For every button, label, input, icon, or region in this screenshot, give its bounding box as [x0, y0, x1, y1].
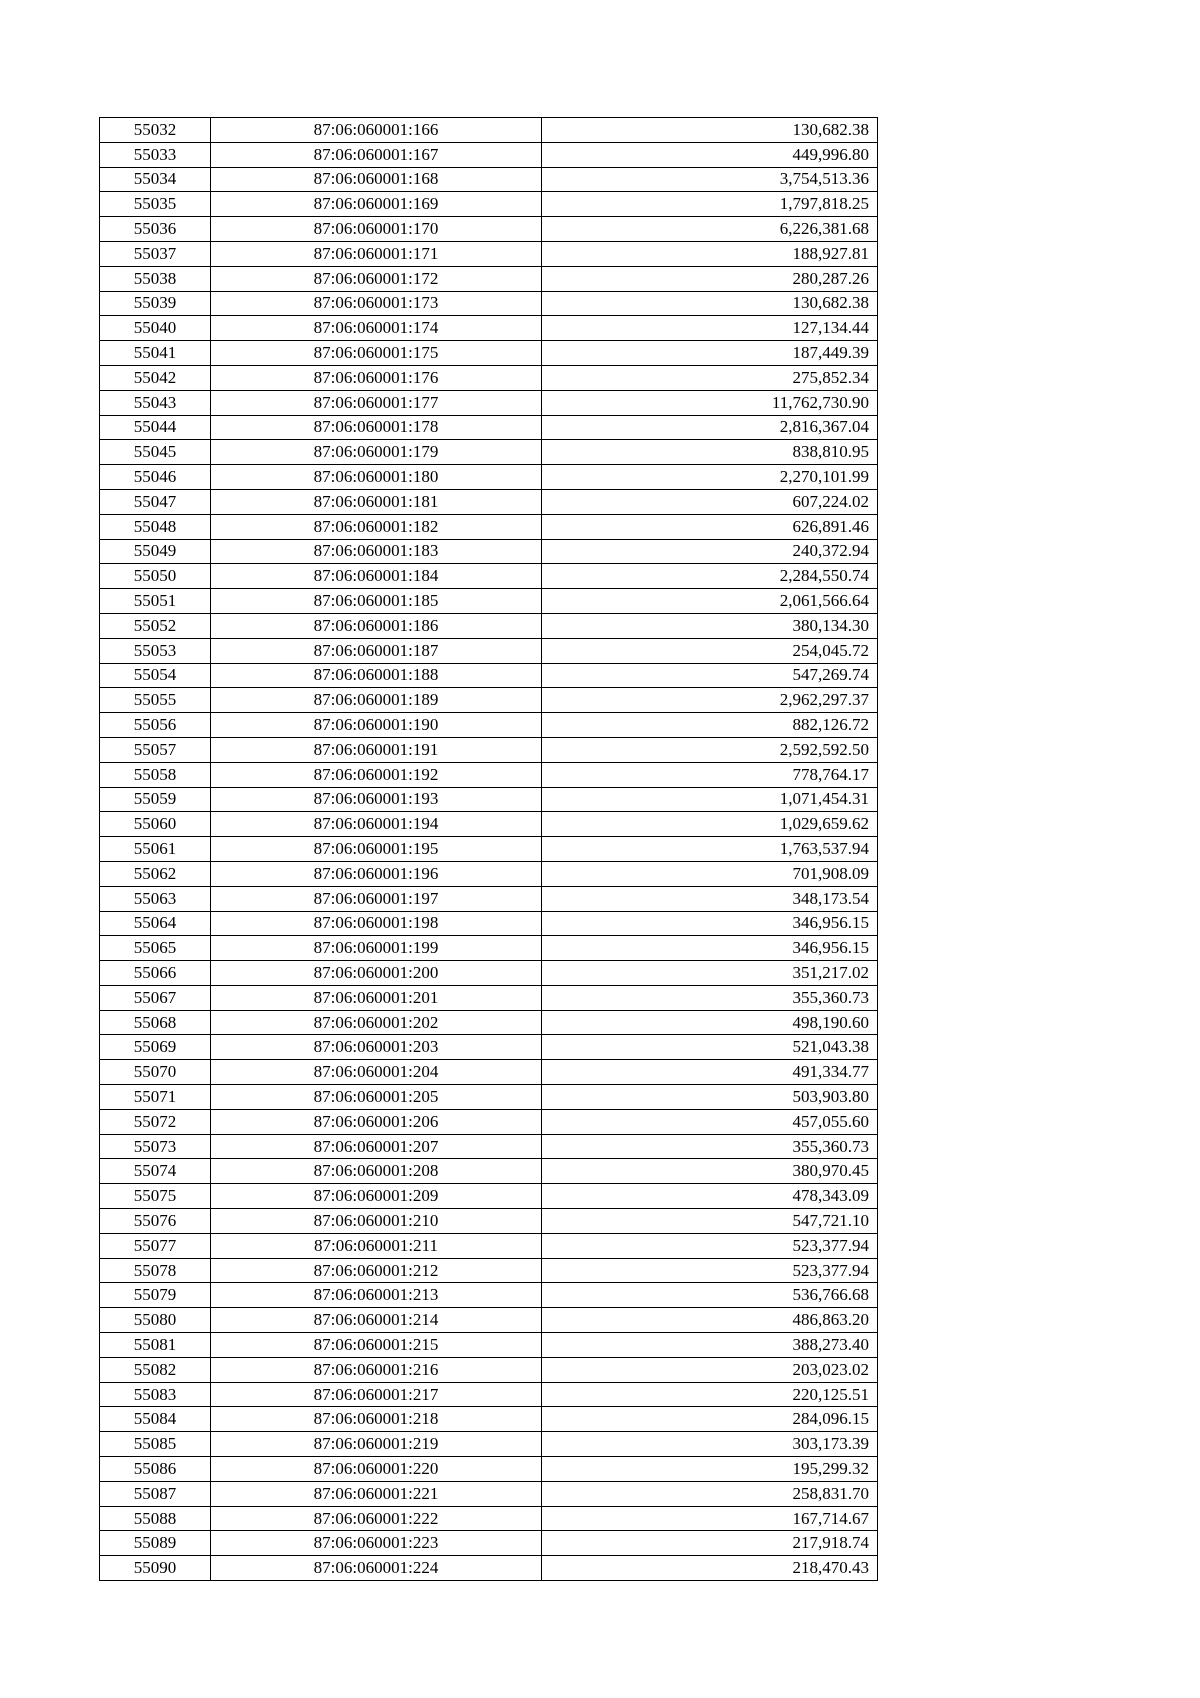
row-number-cell: 55070	[100, 1060, 211, 1085]
cadastral-number-cell: 87:06:060001:206	[211, 1109, 542, 1134]
value-cell: 2,061,566.64	[542, 589, 878, 614]
table-row	[100, 713, 878, 738]
value-cell: 203,023.02	[542, 1357, 878, 1382]
table-row	[100, 1407, 878, 1432]
value-cell: 355,360.73	[542, 1134, 878, 1159]
table-row	[100, 390, 878, 415]
cadastral-number-cell: 87:06:060001:177	[211, 390, 542, 415]
value-cell: 195,299.32	[542, 1457, 878, 1482]
cadastral-number-cell: 87:06:060001:208	[211, 1159, 542, 1184]
table-row	[100, 837, 878, 862]
cadastral-number-cell: 87:06:060001:173	[211, 291, 542, 316]
row-number-cell: 55066	[100, 961, 211, 986]
table-row	[100, 638, 878, 663]
value-cell: 523,377.94	[542, 1258, 878, 1283]
cadastral-number-cell: 87:06:060001:216	[211, 1357, 542, 1382]
table-row	[100, 316, 878, 341]
value-cell: 2,962,297.37	[542, 688, 878, 713]
value-cell: 380,970.45	[542, 1159, 878, 1184]
value-cell: 2,592,592.50	[542, 737, 878, 762]
table-row	[100, 1531, 878, 1556]
cadastral-number-cell: 87:06:060001:175	[211, 341, 542, 366]
value-cell: 220,125.51	[542, 1382, 878, 1407]
value-cell: 355,360.73	[542, 985, 878, 1010]
table-row	[100, 1432, 878, 1457]
cadastral-number-cell: 87:06:060001:188	[211, 663, 542, 688]
table-row	[100, 217, 878, 242]
cadastral-number-cell: 87:06:060001:209	[211, 1184, 542, 1209]
cadastral-number-cell: 87:06:060001:187	[211, 638, 542, 663]
table-row	[100, 1481, 878, 1506]
table-row	[100, 465, 878, 490]
row-number-cell: 55060	[100, 812, 211, 837]
cadastral-number-cell: 87:06:060001:169	[211, 192, 542, 217]
cadastral-number-cell: 87:06:060001:174	[211, 316, 542, 341]
table-row	[100, 1506, 878, 1531]
value-cell: 607,224.02	[542, 489, 878, 514]
cadastral-number-cell: 87:06:060001:176	[211, 365, 542, 390]
value-cell: 275,852.34	[542, 365, 878, 390]
value-cell: 498,190.60	[542, 1010, 878, 1035]
row-number-cell: 55032	[100, 118, 211, 143]
row-number-cell: 55085	[100, 1432, 211, 1457]
cadastral-number-cell: 87:06:060001:167	[211, 142, 542, 167]
cadastral-number-cell: 87:06:060001:205	[211, 1085, 542, 1110]
table-row	[100, 985, 878, 1010]
cadastral-number-cell: 87:06:060001:207	[211, 1134, 542, 1159]
value-cell: 478,343.09	[542, 1184, 878, 1209]
value-cell: 188,927.81	[542, 241, 878, 266]
row-number-cell: 55035	[100, 192, 211, 217]
value-cell: 2,284,550.74	[542, 564, 878, 589]
cadastral-number-cell: 87:06:060001:190	[211, 713, 542, 738]
row-number-cell: 55036	[100, 217, 211, 242]
table-row	[100, 1233, 878, 1258]
cadastral-number-cell: 87:06:060001:182	[211, 514, 542, 539]
table-row	[100, 737, 878, 762]
value-cell: 348,173.54	[542, 886, 878, 911]
value-cell: 346,956.15	[542, 936, 878, 961]
cadastral-number-cell: 87:06:060001:202	[211, 1010, 542, 1035]
row-number-cell: 55039	[100, 291, 211, 316]
value-cell: 486,863.20	[542, 1308, 878, 1333]
row-number-cell: 55048	[100, 514, 211, 539]
value-cell: 11,762,730.90	[542, 390, 878, 415]
row-number-cell: 55080	[100, 1308, 211, 1333]
table-row	[100, 589, 878, 614]
cadastral-number-cell: 87:06:060001:214	[211, 1308, 542, 1333]
row-number-cell: 55069	[100, 1035, 211, 1060]
row-number-cell: 55084	[100, 1407, 211, 1432]
table-row	[100, 365, 878, 390]
value-cell: 3,754,513.36	[542, 167, 878, 192]
cadastral-number-cell: 87:06:060001:170	[211, 217, 542, 242]
cadastral-number-cell: 87:06:060001:213	[211, 1283, 542, 1308]
table-row	[100, 341, 878, 366]
row-number-cell: 55076	[100, 1209, 211, 1234]
cadastral-number-cell: 87:06:060001:184	[211, 564, 542, 589]
row-number-cell: 55065	[100, 936, 211, 961]
row-number-cell: 55038	[100, 266, 211, 291]
cadastral-number-cell: 87:06:060001:221	[211, 1481, 542, 1506]
row-number-cell: 55082	[100, 1357, 211, 1382]
value-cell: 547,721.10	[542, 1209, 878, 1234]
row-number-cell: 55034	[100, 167, 211, 192]
row-number-cell: 55057	[100, 737, 211, 762]
row-number-cell: 55061	[100, 837, 211, 862]
cadastral-number-cell: 87:06:060001:218	[211, 1407, 542, 1432]
value-cell: 6,226,381.68	[542, 217, 878, 242]
row-number-cell: 55081	[100, 1333, 211, 1358]
value-cell: 2,816,367.04	[542, 415, 878, 440]
cadastral-number-cell: 87:06:060001:212	[211, 1258, 542, 1283]
table-row	[100, 861, 878, 886]
table-row	[100, 1159, 878, 1184]
table-row	[100, 192, 878, 217]
table-row	[100, 886, 878, 911]
value-cell: 491,334.77	[542, 1060, 878, 1085]
value-cell: 254,045.72	[542, 638, 878, 663]
row-number-cell: 55073	[100, 1134, 211, 1159]
table-row	[100, 142, 878, 167]
table-row	[100, 688, 878, 713]
value-cell: 127,134.44	[542, 316, 878, 341]
row-number-cell: 55045	[100, 440, 211, 465]
value-cell: 130,682.38	[542, 118, 878, 143]
cadastral-number-cell: 87:06:060001:171	[211, 241, 542, 266]
value-cell: 2,270,101.99	[542, 465, 878, 490]
row-number-cell: 55086	[100, 1457, 211, 1482]
value-cell: 346,956.15	[542, 911, 878, 936]
cadastral-number-cell: 87:06:060001:219	[211, 1432, 542, 1457]
table-row	[100, 911, 878, 936]
table-row	[100, 762, 878, 787]
value-cell: 380,134.30	[542, 613, 878, 638]
row-number-cell: 55043	[100, 390, 211, 415]
cadastral-number-cell: 87:06:060001:178	[211, 415, 542, 440]
row-number-cell: 55074	[100, 1159, 211, 1184]
value-cell: 838,810.95	[542, 440, 878, 465]
row-number-cell: 55072	[100, 1109, 211, 1134]
value-cell: 284,096.15	[542, 1407, 878, 1432]
row-number-cell: 55042	[100, 365, 211, 390]
row-number-cell: 55056	[100, 713, 211, 738]
value-cell: 449,996.80	[542, 142, 878, 167]
table-row	[100, 936, 878, 961]
value-cell: 457,055.60	[542, 1109, 878, 1134]
table-row	[100, 1060, 878, 1085]
value-cell: 521,043.38	[542, 1035, 878, 1060]
table-row	[100, 266, 878, 291]
table-row	[100, 1283, 878, 1308]
cadastral-number-cell: 87:06:060001:193	[211, 787, 542, 812]
row-number-cell: 55041	[100, 341, 211, 366]
table-row	[100, 1209, 878, 1234]
row-number-cell: 55071	[100, 1085, 211, 1110]
cadastral-number-cell: 87:06:060001:179	[211, 440, 542, 465]
value-cell: 303,173.39	[542, 1432, 878, 1457]
table-row	[100, 1357, 878, 1382]
row-number-cell: 55079	[100, 1283, 211, 1308]
cadastral-number-cell: 87:06:060001:181	[211, 489, 542, 514]
cadastral-number-cell: 87:06:060001:200	[211, 961, 542, 986]
value-cell: 778,764.17	[542, 762, 878, 787]
value-cell: 1,071,454.31	[542, 787, 878, 812]
row-number-cell: 55083	[100, 1382, 211, 1407]
value-cell: 1,797,818.25	[542, 192, 878, 217]
table-row	[100, 1035, 878, 1060]
row-number-cell: 55088	[100, 1506, 211, 1531]
row-number-cell: 55067	[100, 985, 211, 1010]
table-row	[100, 1109, 878, 1134]
table-row	[100, 787, 878, 812]
cadastral-number-cell: 87:06:060001:168	[211, 167, 542, 192]
value-cell: 240,372.94	[542, 539, 878, 564]
value-cell: 523,377.94	[542, 1233, 878, 1258]
value-cell: 626,891.46	[542, 514, 878, 539]
value-cell: 258,831.70	[542, 1481, 878, 1506]
row-number-cell: 55062	[100, 861, 211, 886]
row-number-cell: 55058	[100, 762, 211, 787]
cadastral-number-cell: 87:06:060001:199	[211, 936, 542, 961]
row-number-cell: 55055	[100, 688, 211, 713]
row-number-cell: 55049	[100, 539, 211, 564]
cadastral-number-cell: 87:06:060001:220	[211, 1457, 542, 1482]
row-number-cell: 55044	[100, 415, 211, 440]
value-cell: 218,470.43	[542, 1556, 878, 1581]
cadastral-number-cell: 87:06:060001:192	[211, 762, 542, 787]
table-row	[100, 489, 878, 514]
table-row	[100, 514, 878, 539]
cadastral-number-cell: 87:06:060001:198	[211, 911, 542, 936]
row-number-cell: 55078	[100, 1258, 211, 1283]
cadastral-number-cell: 87:06:060001:195	[211, 837, 542, 862]
cadastral-number-cell: 87:06:060001:210	[211, 1209, 542, 1234]
table-row	[100, 167, 878, 192]
table-row	[100, 1184, 878, 1209]
table-row	[100, 1556, 878, 1581]
table-row	[100, 812, 878, 837]
row-number-cell: 55059	[100, 787, 211, 812]
value-cell: 701,908.09	[542, 861, 878, 886]
row-number-cell: 55068	[100, 1010, 211, 1035]
row-number-cell: 55047	[100, 489, 211, 514]
row-number-cell: 55075	[100, 1184, 211, 1209]
value-cell: 167,714.67	[542, 1506, 878, 1531]
cadastral-number-cell: 87:06:060001:217	[211, 1382, 542, 1407]
row-number-cell: 55090	[100, 1556, 211, 1581]
cadastral-number-cell: 87:06:060001:224	[211, 1556, 542, 1581]
value-cell: 280,287.26	[542, 266, 878, 291]
value-cell: 547,269.74	[542, 663, 878, 688]
cadastral-number-cell: 87:06:060001:183	[211, 539, 542, 564]
row-number-cell: 55054	[100, 663, 211, 688]
table-body	[100, 118, 878, 1581]
table-row	[100, 440, 878, 465]
cadastral-number-cell: 87:06:060001:197	[211, 886, 542, 911]
cadastral-number-cell: 87:06:060001:223	[211, 1531, 542, 1556]
table-row	[100, 1258, 878, 1283]
table-row	[100, 291, 878, 316]
cadastral-number-cell: 87:06:060001:166	[211, 118, 542, 143]
value-cell: 388,273.40	[542, 1333, 878, 1358]
cadastral-number-cell: 87:06:060001:194	[211, 812, 542, 837]
table-row	[100, 1457, 878, 1482]
row-number-cell: 55064	[100, 911, 211, 936]
row-number-cell: 55050	[100, 564, 211, 589]
row-number-cell: 55053	[100, 638, 211, 663]
cadastral-number-cell: 87:06:060001:203	[211, 1035, 542, 1060]
cadastral-number-cell: 87:06:060001:186	[211, 613, 542, 638]
cadastral-value-table	[99, 117, 878, 1581]
row-number-cell: 55033	[100, 142, 211, 167]
row-number-cell: 55077	[100, 1233, 211, 1258]
row-number-cell: 55063	[100, 886, 211, 911]
table-row	[100, 663, 878, 688]
value-cell: 882,126.72	[542, 713, 878, 738]
value-cell: 351,217.02	[542, 961, 878, 986]
table-row	[100, 1010, 878, 1035]
cadastral-number-cell: 87:06:060001:215	[211, 1333, 542, 1358]
value-cell: 217,918.74	[542, 1531, 878, 1556]
value-cell: 187,449.39	[542, 341, 878, 366]
row-number-cell: 55051	[100, 589, 211, 614]
table-row	[100, 415, 878, 440]
cadastral-number-cell: 87:06:060001:196	[211, 861, 542, 886]
cadastral-number-cell: 87:06:060001:191	[211, 737, 542, 762]
row-number-cell: 55040	[100, 316, 211, 341]
table-row	[100, 564, 878, 589]
table-row	[100, 961, 878, 986]
cadastral-number-cell: 87:06:060001:185	[211, 589, 542, 614]
table-row	[100, 118, 878, 143]
cadastral-number-cell: 87:06:060001:172	[211, 266, 542, 291]
value-cell: 536,766.68	[542, 1283, 878, 1308]
value-cell: 1,029,659.62	[542, 812, 878, 837]
cadastral-number-cell: 87:06:060001:204	[211, 1060, 542, 1085]
cadastral-number-cell: 87:06:060001:189	[211, 688, 542, 713]
cadastral-number-cell: 87:06:060001:180	[211, 465, 542, 490]
row-number-cell: 55087	[100, 1481, 211, 1506]
row-number-cell: 55089	[100, 1531, 211, 1556]
table-row	[100, 539, 878, 564]
table-row	[100, 1085, 878, 1110]
cadastral-number-cell: 87:06:060001:211	[211, 1233, 542, 1258]
row-number-cell: 55046	[100, 465, 211, 490]
table-row	[100, 1308, 878, 1333]
value-cell: 130,682.38	[542, 291, 878, 316]
value-cell: 503,903.80	[542, 1085, 878, 1110]
cadastral-number-cell: 87:06:060001:201	[211, 985, 542, 1010]
table-row	[100, 241, 878, 266]
value-cell: 1,763,537.94	[542, 837, 878, 862]
row-number-cell: 55037	[100, 241, 211, 266]
table-row	[100, 1382, 878, 1407]
table-row	[100, 613, 878, 638]
table-row	[100, 1134, 878, 1159]
row-number-cell: 55052	[100, 613, 211, 638]
table-row	[100, 1333, 878, 1358]
cadastral-number-cell: 87:06:060001:222	[211, 1506, 542, 1531]
